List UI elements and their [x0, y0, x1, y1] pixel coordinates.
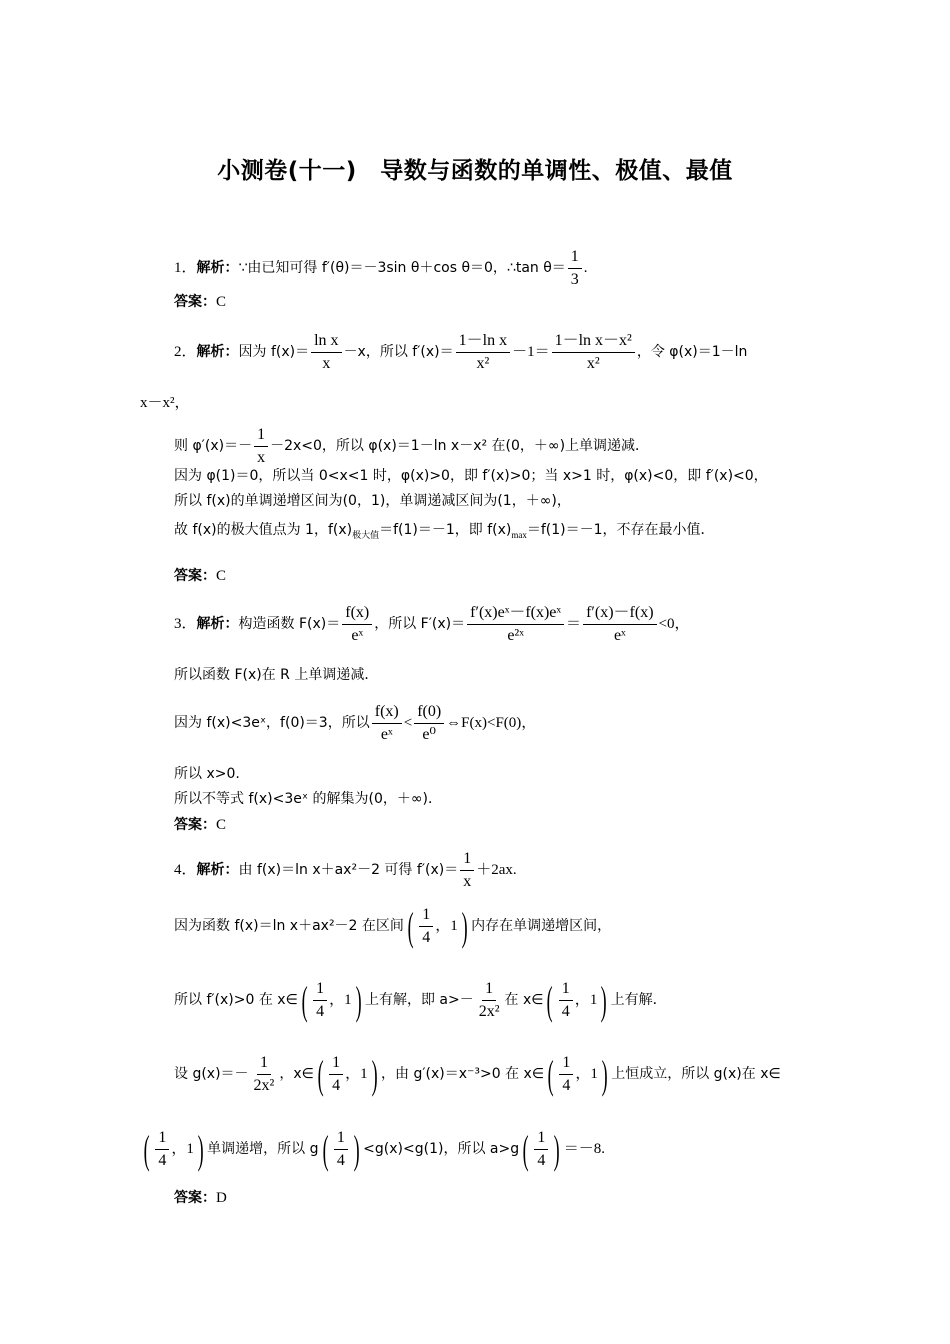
q2-line5: 所以 f(x)的单调递增区间为(0，1)，单调递减区间为(1，＋∞)， — [174, 493, 571, 509]
q3-line4: 所以 x>0. — [174, 766, 240, 782]
q1-line: 1．解析：∵由已知可得 f′(θ)＝－3sin θ＋cos θ＝0，∴tan θ＝ $\frac{1}{3}$ . — [174, 246, 588, 291]
page-title: 小测卷(十一) 导数与函数的单调性、极值、最值 — [217, 158, 733, 184]
q2-line3: 则 φ′(x)＝－ $\frac{1}{x}$ －2x<0，所以 φ(x)＝1－ln x－x² 在(0，＋∞)上单调递减． — [174, 426, 650, 466]
q4-line1: 4．解析：由 f(x)＝ln x＋ax²－2 可得 f′(x)＝ $\frac{1}{x}$ ＋2ax. — [174, 850, 517, 890]
q4-line4: 设 g(x)＝－ $\frac{1}{\text{2x²}}$ ，x∈( $\frac{1}{4}$ ，1) ，由 g′(x)＝x⁻³>0 在 x∈( $\frac{1}{4}$ ，1) 上恒成立，所以 g(x)在 x∈ — [174, 1051, 781, 1097]
q4-line3: 所以 f′(x)>0 在 x∈( $\frac{1}{4}$ ，1) 上有解，即 a>－ $\frac{1}{\text{2x²}}$ 在 x∈( $\frac{1}{4}$ ，1) 上有解． — [174, 977, 667, 1023]
q2-line2: x－x²， — [140, 395, 190, 411]
q4-line5: ( $\frac{1}{4}$ ，1) 单调递增，所以 g( $\frac{1}{4}$ ) <g(x)<g(1)，所以 a>g( $\frac{1}{4}$ ) ＝－8. — [143, 1126, 606, 1172]
q3-line1: 3．解析：构造函数 F(x)＝ $\frac{f(x)}{\text{eˣ}}$ ，所以 F′(x)＝ $\frac{\text{f′(x)eˣ－f(x)eˣ}}{\text{e²ˣ}}$ ＝ $\frac{f'(x)-f(x)}{\text{eˣ}}$ <0， — [174, 604, 690, 644]
q3-line5: 所以不等式 f(x)<3eˣ 的解集为(0，＋∞)． — [174, 791, 442, 807]
q4-answer: 答案：D — [174, 1190, 227, 1206]
fraction: $\frac{1}{3}$ — [568, 246, 582, 291]
q3-line3: 因为 f(x)<3eˣ，f(0)＝3，所以 $\frac{f(x)}{\text{eˣ}}$ < $\frac{f(0)}{\text{e⁰}}$ ⇔F(x)<F(0)， — [174, 703, 537, 743]
q1-answer: 答案：C — [174, 294, 227, 310]
q3-answer: 答案：C — [174, 817, 227, 833]
q2-line6: 故 f(x)的极大值点为 1，$f(x)_{极大值}=f(1)=-1$，即 $f(x)_{max}=f(1)=-1$，不存在最小值． — [174, 522, 715, 540]
q2-answer: 答案：C — [174, 568, 227, 584]
q4-line2: 因为函数 f(x)＝ln x＋ax²－2 在区间( $\frac{1}{4}$ ，1) 内存在单调递增区间， — [174, 903, 612, 949]
q2-line1: 2．解析：因为 f(x)＝ $\frac{\text{ln x}}{x}$ －x，所以 f′(x)＝ $\frac{\text{1－ln x}}{\text{x²}}$ －1＝ $\frac{\text{1－ln x－x²}}{\text{x²}}$ ，令 φ(x)＝1－ln — [174, 332, 748, 372]
q3-line2: 所以函数 F(x)在 R 上单调递减． — [174, 667, 379, 683]
q2-line4: 因为 φ(1)＝0，所以当 0<x<1 时，φ(x)>0，即 f′(x)>0；当 x>1 时，φ(x)<0，即 f′(x)<0， — [174, 468, 768, 484]
